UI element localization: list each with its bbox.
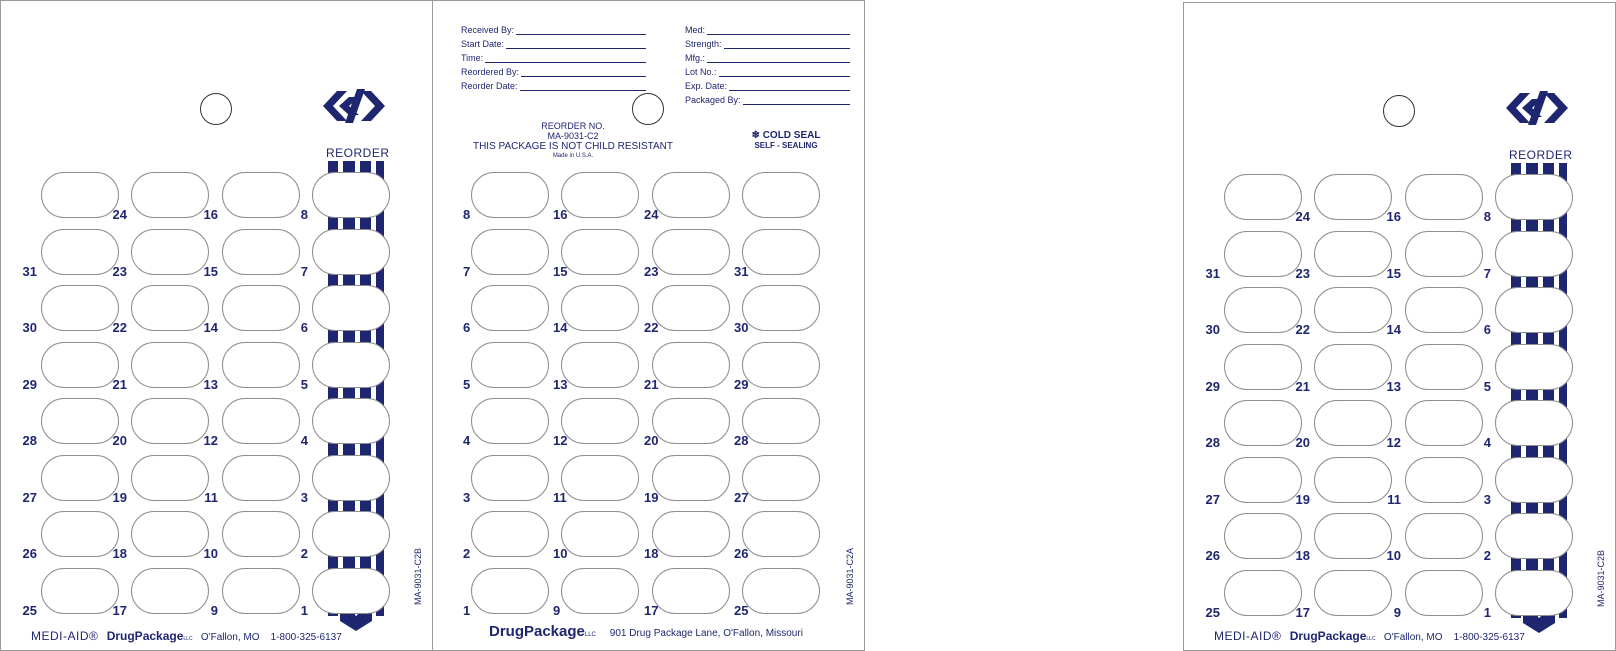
form-field-line: [521, 67, 646, 77]
day-number: 5: [300, 376, 308, 392]
form-field-label: Exp. Date:: [685, 81, 728, 91]
day-number: 29: [734, 376, 749, 392]
made-in: Made in U.S.A.: [552, 153, 594, 159]
side-code: MA-9031-C2B: [1596, 549, 1606, 607]
day-number: 7: [1483, 265, 1491, 281]
right-blister-card: [1183, 2, 1616, 651]
city: O'Fallon, MO: [200, 632, 260, 643]
reorder-no-block: [453, 121, 693, 160]
form-field-line: [743, 95, 850, 105]
form-field-line: [724, 39, 850, 49]
cold-seal: COLD SEAL: [762, 130, 821, 141]
day-number: 22: [112, 320, 127, 335]
day-number: 9: [210, 602, 218, 618]
blister-cell: [312, 342, 390, 388]
day-number: 24: [1295, 209, 1310, 224]
day-number: 25: [1205, 604, 1220, 620]
day-number: 28: [1205, 435, 1220, 450]
day-number: 16: [553, 207, 568, 222]
day-number: 5: [463, 376, 471, 392]
city: O'Fallon, MO: [1383, 632, 1443, 643]
day-number: 28: [22, 433, 37, 448]
form-field: [685, 39, 850, 49]
form-field-line: [506, 39, 646, 49]
day-number: 12: [1386, 435, 1401, 450]
day-number: 13: [203, 376, 218, 392]
blister-cell: [1495, 287, 1573, 333]
day-number: 26: [734, 546, 749, 561]
reorder-label: REORDER: [326, 146, 390, 160]
day-number: 10: [203, 546, 218, 561]
day-number: 26: [22, 546, 37, 561]
day-number: 3: [300, 489, 308, 505]
day-number: 29: [22, 376, 37, 392]
day-number: 2: [300, 546, 308, 561]
day-number: 27: [734, 489, 749, 505]
day-number: 22: [644, 320, 659, 335]
middle-blister-card: [432, 0, 865, 651]
day-number: 4: [463, 433, 471, 448]
llc-mark: LLC: [183, 636, 193, 642]
day-number: 30: [22, 320, 37, 335]
day-number: 19: [1295, 491, 1310, 507]
blister-cell: [1495, 457, 1573, 503]
day-number: 17: [644, 602, 659, 618]
llc-mark: LLC: [584, 632, 596, 638]
phone: 1-800-325-6137: [1453, 632, 1525, 643]
form-field: [685, 81, 850, 91]
cold-seal-block: [751, 131, 821, 151]
day-number: 16: [1386, 209, 1401, 224]
day-number: 8: [1483, 209, 1491, 224]
day-number: 1: [300, 602, 308, 618]
day-number: 1: [463, 602, 471, 618]
day-number: 15: [553, 263, 568, 279]
day-number: 2: [1483, 548, 1491, 563]
day-number: 31: [734, 263, 749, 279]
form-field-label: Start Date:: [461, 39, 505, 49]
day-number: 5: [1483, 378, 1491, 394]
form-field-label: Time:: [461, 53, 484, 63]
day-number: 28: [734, 433, 749, 448]
day-number: 25: [734, 602, 749, 618]
day-number: 11: [1387, 491, 1401, 507]
blister-cell: [742, 172, 820, 218]
form-field-line: [707, 25, 850, 35]
reorder-no: MA-9031-C2: [547, 131, 599, 141]
form-field-line: [516, 25, 646, 35]
form-field-line: [485, 53, 646, 63]
form-field: [685, 95, 850, 105]
form-field: [685, 53, 850, 63]
form-field-label: Packaged By:: [685, 95, 741, 105]
medi-aid-brand: MEDI-AID®: [31, 629, 99, 643]
day-number: 10: [1386, 548, 1401, 563]
blister-cell: [1495, 400, 1573, 446]
day-number: 30: [734, 320, 749, 335]
day-number: 21: [112, 376, 127, 392]
blister-cell: [312, 398, 390, 444]
day-number: 24: [644, 207, 659, 222]
form-field: [461, 67, 646, 77]
blister-cell: [1495, 344, 1573, 390]
day-number: 11: [553, 489, 567, 505]
form-field: [461, 53, 646, 63]
day-number: 7: [300, 263, 308, 279]
day-number: 17: [112, 602, 127, 618]
blister-cell: [312, 511, 390, 557]
day-number: 24: [112, 207, 127, 222]
day-number: 20: [644, 433, 659, 448]
side-code: MA-9031-C2A: [845, 547, 855, 605]
day-number: 23: [644, 263, 659, 279]
day-number: 7: [463, 263, 471, 279]
day-number: 16: [203, 207, 218, 222]
blister-cell: [1495, 570, 1573, 616]
blister-cell: [1495, 231, 1573, 277]
day-number: 13: [1386, 378, 1401, 394]
blister-cell: [312, 229, 390, 275]
side-code: MA-9031-C2B: [413, 547, 423, 605]
day-number: 6: [300, 320, 308, 335]
form-field-label: Reorder Date:: [461, 81, 518, 91]
day-number: 1: [1483, 604, 1491, 620]
day-number: 18: [1295, 548, 1310, 563]
day-number: 17: [1295, 604, 1310, 620]
form-field-label: Strength:: [685, 39, 722, 49]
drugpackage-brand: DrugPackage: [106, 629, 184, 643]
day-number: 14: [203, 320, 218, 335]
day-number: 9: [553, 602, 561, 618]
day-number: 25: [22, 602, 37, 618]
blister-cell: [312, 172, 390, 218]
day-number: 26: [1205, 548, 1220, 563]
day-number: 18: [112, 546, 127, 561]
hanger-hole: [1383, 95, 1415, 127]
day-number: 20: [112, 433, 127, 448]
not-child-resistant: THIS PACKAGE IS NOT CHILD RESISTANT: [472, 141, 674, 152]
form-field-line: [707, 53, 850, 63]
day-number: 31: [22, 263, 37, 279]
hanger-hole: [200, 93, 232, 125]
form-field: [461, 39, 646, 49]
footer: [31, 629, 342, 643]
form-field: [685, 67, 850, 77]
dp-logo-icon: [323, 87, 385, 125]
day-number: 22: [1295, 322, 1310, 337]
day-number: 19: [112, 489, 127, 505]
day-number: 30: [1205, 322, 1220, 337]
footer: [1214, 629, 1525, 643]
drugpackage-brand: DrugPackage: [1289, 629, 1367, 643]
form-field-line: [520, 81, 646, 91]
day-number: 14: [553, 320, 568, 335]
day-number: 27: [22, 489, 37, 505]
day-number: 12: [203, 433, 218, 448]
footer: [489, 623, 803, 640]
dp-logo-icon: [1506, 89, 1568, 127]
day-number: 21: [644, 376, 659, 392]
day-number: 29: [1205, 378, 1220, 394]
address: 901 Drug Package Lane, O'Fallon, Missouri: [609, 628, 803, 639]
day-number: 12: [553, 433, 568, 448]
form-field: [461, 25, 646, 35]
day-number: 6: [1483, 322, 1491, 337]
form-field-label: Mfg.:: [685, 53, 706, 63]
form-field: [461, 81, 646, 91]
day-number: 15: [1386, 265, 1401, 281]
day-number: 4: [300, 433, 308, 448]
day-number: 6: [463, 320, 471, 335]
day-number: 18: [644, 546, 659, 561]
day-number: 3: [1483, 491, 1491, 507]
blister-cell: [312, 285, 390, 331]
form-field-line: [719, 67, 850, 77]
day-number: 13: [553, 376, 568, 392]
form-field-label: Med:: [685, 25, 706, 35]
blister-cell: [1495, 174, 1573, 220]
day-number: 20: [1295, 435, 1310, 450]
day-number: 19: [644, 489, 659, 505]
form-field: [685, 25, 850, 35]
phone: 1-800-325-6137: [270, 632, 342, 643]
day-number: 11: [204, 489, 218, 505]
day-number: 27: [1205, 491, 1220, 507]
reorder-no-label: REORDER NO.: [541, 121, 605, 131]
form-field-label: Received By:: [461, 25, 515, 35]
medi-aid-brand: MEDI-AID®: [1214, 629, 1282, 643]
form-field-label: Lot No.:: [685, 67, 717, 77]
snowflake-icon: ❄: [751, 130, 760, 141]
day-number: 4: [1483, 435, 1491, 450]
form-field-label: Reordered By:: [461, 67, 520, 77]
day-number: 2: [463, 546, 471, 561]
day-number: 23: [1295, 265, 1310, 281]
llc-mark: LLC: [1366, 636, 1376, 642]
blister-cell: [312, 455, 390, 501]
left-blister-card: [0, 0, 433, 651]
day-number: 10: [553, 546, 568, 561]
drugpackage-brand: DrugPackage: [489, 623, 585, 640]
day-number: 23: [112, 263, 127, 279]
day-number: 31: [1205, 265, 1220, 281]
form-field-line: [729, 81, 850, 91]
day-number: 8: [300, 207, 308, 222]
day-number: 21: [1295, 378, 1310, 394]
day-number: 9: [1393, 604, 1401, 620]
blister-cell: [312, 568, 390, 614]
day-number: 14: [1386, 322, 1401, 337]
day-number: 15: [203, 263, 218, 279]
reorder-label: REORDER: [1509, 148, 1573, 162]
day-number: 3: [463, 489, 471, 505]
day-number: 8: [463, 207, 471, 222]
blister-cell: [1495, 513, 1573, 559]
self-sealing: SELF - SEALING: [754, 141, 818, 150]
